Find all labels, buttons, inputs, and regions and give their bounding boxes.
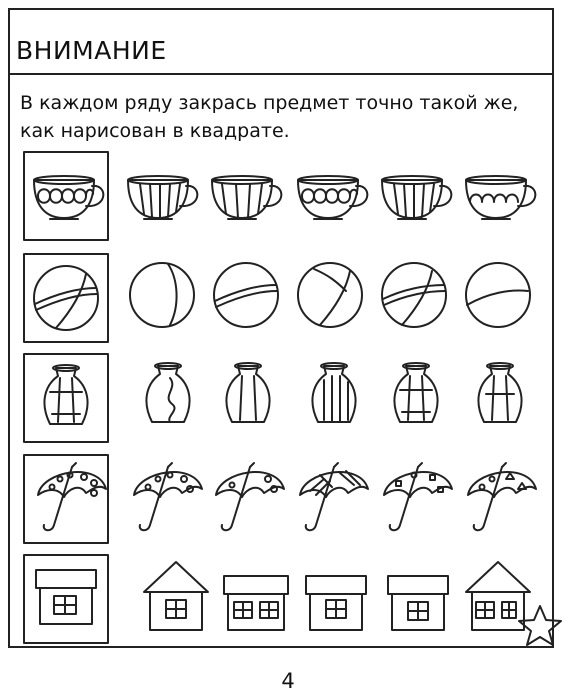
cup-icon	[34, 176, 103, 219]
vase-icon[interactable]	[478, 363, 521, 422]
vase-icon[interactable]	[226, 363, 269, 422]
cup-icon[interactable]	[212, 176, 281, 219]
house-icon	[36, 570, 96, 624]
house-icon[interactable]	[144, 562, 208, 630]
ball-icon[interactable]	[466, 263, 530, 327]
page-title: ВНИМАНИЕ	[16, 36, 167, 65]
umbrella-icon[interactable]	[134, 463, 202, 530]
vase-icon[interactable]	[146, 363, 189, 422]
ball-icon	[34, 266, 98, 330]
vase-icon[interactable]	[312, 363, 355, 422]
umbrella-icon[interactable]	[384, 463, 452, 530]
ball-icon[interactable]	[298, 263, 362, 327]
page-number: 4	[281, 669, 295, 693]
umbrella-icon[interactable]	[468, 463, 536, 530]
house-icon[interactable]	[388, 576, 448, 630]
vase-icon[interactable]	[394, 363, 437, 422]
task-instruction: В каждом ряду закрась предмет точно такой же, как нарисован в квадрате.	[20, 92, 519, 142]
cup-icon[interactable]	[466, 176, 535, 219]
cup-icon[interactable]	[128, 176, 197, 219]
umbrella-icon[interactable]	[300, 463, 368, 530]
umbrella-icon[interactable]	[216, 463, 284, 530]
umbrella-icon	[38, 463, 106, 530]
house-icon[interactable]	[306, 576, 366, 630]
cup-icon[interactable]	[382, 176, 451, 219]
ball-icon[interactable]	[214, 263, 278, 327]
ball-icon[interactable]	[130, 263, 194, 327]
cup-icon[interactable]	[298, 176, 367, 219]
ball-icon[interactable]	[382, 263, 446, 327]
star-icon	[519, 606, 561, 645]
house-icon[interactable]	[466, 562, 530, 630]
vase-icon	[44, 365, 87, 424]
house-icon[interactable]	[224, 576, 288, 630]
sample-box-umbrella	[24, 455, 108, 543]
